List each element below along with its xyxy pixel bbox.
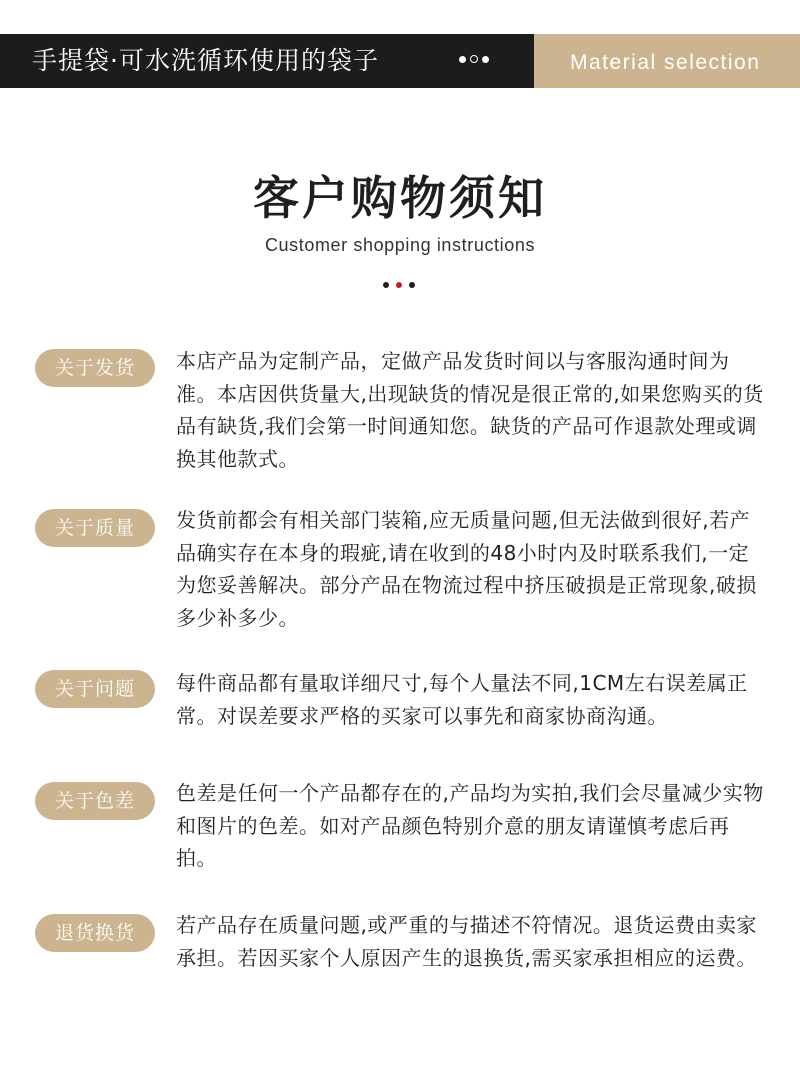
page-subtitle: Customer shopping instructions (264, 235, 536, 255)
ring-dot-icon (470, 55, 478, 63)
title-dots-icon (383, 282, 415, 288)
dot-icon (459, 56, 466, 63)
notice-text: 每件商品都有量取详细尺寸,每个人量法不同,1CM左右误差属正常。对误差要求严格的买家可以事先和商家协商沟通。 (176, 671, 748, 728)
header-title-block (0, 34, 534, 88)
notice-tag: 退货换货 (35, 914, 155, 952)
dot-icon (482, 56, 489, 63)
notice-text: 若产品存在质量问题,或严重的与描述不符情况。退货运费由卖家承担。若因买家个人原因产生的退换货,需买家承担相应的运费。 (176, 913, 757, 970)
notice-text: 本店产品为定制产品，定做产品发货时间以与客服沟通时间为准。本店因供货量大,出现缺货的情况是很正常的,如果您购买的货品有缺货,我们会第一时间通知您。缺货的产品可作退款处理或调换其他款式。 (176, 349, 764, 471)
dot-icon (383, 282, 389, 288)
notice-tag: 关于发货 (35, 349, 155, 387)
header-title: 手提袋·可水洗循环使用的袋子 (32, 46, 379, 75)
notice-tag: 关于问题 (35, 670, 155, 708)
dot-icon (409, 282, 415, 288)
notice-tag: 关于质量 (35, 509, 155, 547)
notice-tag: 关于色差 (35, 782, 155, 820)
notice-text: 发货前都会有相关部门装箱,应无质量问题,但无法做到很好,若产品确实存在本身的瑕疵,请在收到的48小时内及时联系我们,一定为您妥善解决。部分产品在物流过程中挤压破损是正常现象,破损多少补多少。 (176, 508, 757, 630)
header-subtitle-block (534, 34, 800, 88)
header-subtitle: Material selection (570, 51, 761, 74)
page-title: 客户购物须知 (253, 171, 547, 225)
red-dot-icon (396, 282, 402, 288)
notice-text: 色差是任何一个产品都存在的,产品均为实拍,我们会尽量减少实物和图片的色差。如对产品颜色特别介意的朋友请谨慎考虑后再拍。 (176, 781, 764, 870)
header-dots-icon (459, 55, 489, 63)
header-bar (0, 34, 800, 88)
